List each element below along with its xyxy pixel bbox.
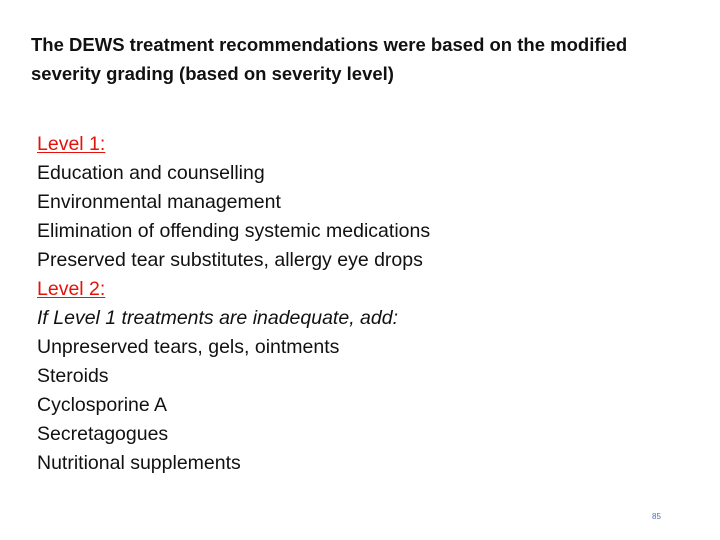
level-2-item: Cyclosporine A bbox=[37, 394, 168, 416]
level-2-item: Nutritional supplements bbox=[37, 452, 241, 474]
level-1-item: Elimination of offending systemic medications bbox=[37, 220, 431, 242]
level-2-item: Steroids bbox=[37, 365, 109, 387]
page-number: 85 bbox=[652, 512, 661, 521]
slide-title: The DEWS treatment recommendations were based on the modified severity grading (based on severity level) bbox=[31, 34, 628, 84]
level-1-item: Education and counselling bbox=[37, 162, 265, 184]
level-2-heading: Level 2: bbox=[37, 278, 106, 300]
level-2-condition: If Level 1 treatments are inadequate, add: bbox=[37, 307, 398, 329]
level-1-item: Environmental management bbox=[37, 191, 281, 213]
level-1-heading: Level 1: bbox=[37, 133, 106, 155]
level-2-item: Secretagogues bbox=[37, 423, 169, 445]
treatment-list bbox=[37, 130, 677, 478]
level-1-item: Preserved tear substitutes, allergy eye drops bbox=[37, 249, 423, 271]
level-2-item: Unpreserved tears, gels, ointments bbox=[37, 336, 340, 358]
